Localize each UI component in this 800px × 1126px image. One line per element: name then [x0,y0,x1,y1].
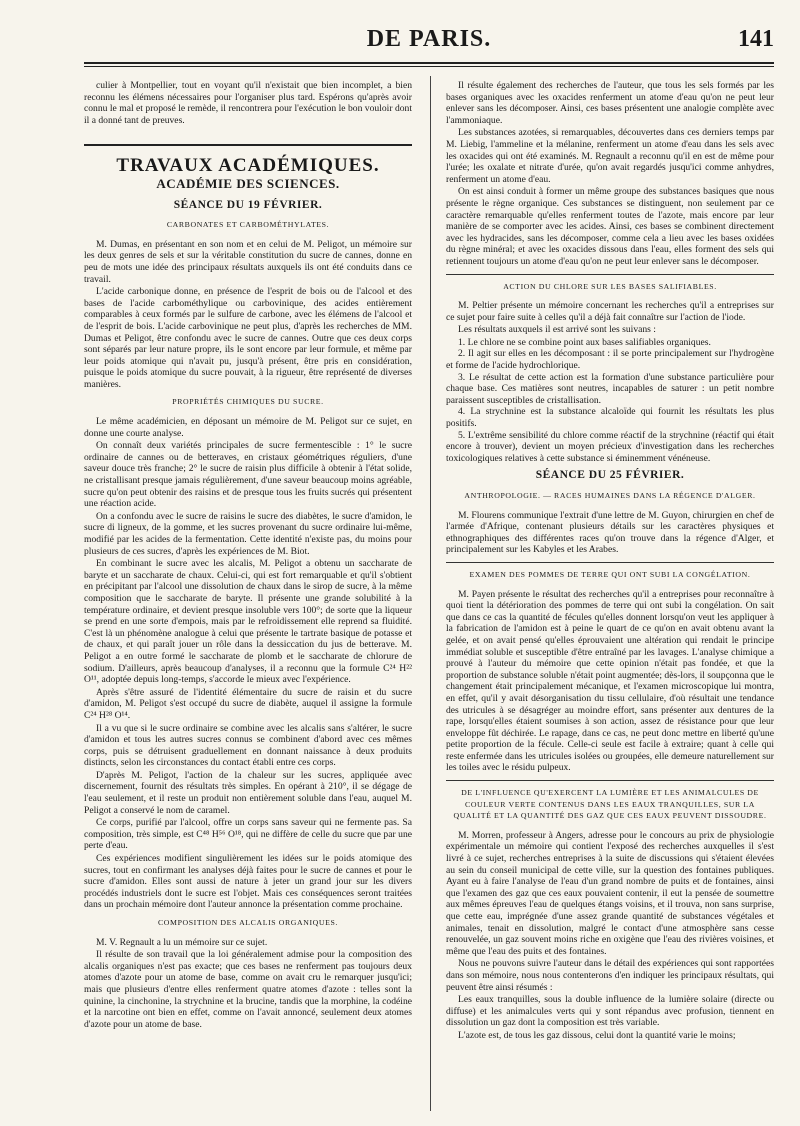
paragraph: M. Morren, professeur à Angers, adresse pour le concours au prix de physiologie expérimentale un mémoire qui contient l'exposé des recherches auxquelles il s'est livré à ce sujet, recherches entreprises à la suite de discussions qui s'étaient élevées au sein du conseil municipal de cette ville, sur la question des fontaines publiques. Ayant eu à faire l'analyse de l'eau d'un grand nombre de puits et de fontaines, ainsi que l'examen des gaz que ces eaux pouvaient contenir, il eut la pensée de soumettre aux mêmes épreuves l'eau de quelques étangs voisins, et il trouva, non sans surprise, que cette eau, imprégnée d'une assez grande quantité de substances végétales et animales, tenait en dissolution, malgré le contact d'une atmosphère sans cesse renouvelée, un gaz souvent moins riche en oxigène que l'eau des rivières voisines, et même que l'eau des puits et des fontaines. [446,829,774,957]
paragraph: Les eaux tranquilles, sous la double influence de la lumière solaire (directe ou diffuse) et les animalcules verts qui y sont répandus avec profusion, tiennent en dissolution un gaz dont la composition est très variable. [446,994,774,1029]
paragraph: Les résultats auxquels il est arrivé sont les suivans : [458,324,656,336]
right-column [446,80,774,1043]
paragraph: Après s'être assuré de l'identité élémentaire du sucre de raisin et du sucre d'amidon, M. Peligot s'est occupé du sucre de diabète, auquel il assigne la formule C²⁴ H²⁸ O¹⁴. [84,686,412,721]
paragraph: M. Peltier présente un mémoire concernant les recherches qu'il a entreprises sur ce sujet pour faire suite à celles qu'il a déjà fait connaître sur l'action de l'iode. [446,300,774,323]
paragraph: Il résulte de son travail que la loi généralement admise pour la composition des alcalis organiques n'est pas exacte; que ces bases ne renferment pas toujours deux atomes d'azote pour un atome de base, comme on avait cru le remarquer jusqu'ici; mais que plusieurs d'entre elles renferment quatre atomes d'azote : telles sont la quinine, la cinchonine, la strychnine et la brucine, tandis que la morphine, la codéine et la narcotine ont bien en effet, comme on l'avait annoncé, seulement deux atomes d'azote pour un atome de base. [84,949,412,1030]
list-item: 4. La strychnine est la substance alcaloïde qui fournit les résultats les plus positifs. [446,406,774,430]
left-column [84,80,412,1031]
main-heading: TRAVAUX ACADÉMIQUES. [116,155,380,177]
list-item: 5. L'extrême sensibilité du chlore comme réactif de la strychnine (réactif qui était encore à trouver), devient un moyen précieux d'investigation dans les recherches toxicologiques relatives à cette substance si éminemment vénéneuse. [446,429,774,464]
results-list [446,337,774,465]
section-heading: ACTION DU CHLORE SUR LES BASES SALIFIABLES. [503,281,717,291]
paragraph: On connaît deux variétés principales de sucre fermentescible : 1° le sucre ordinaire de cannes ou de betteraves, en cristaux géométriques réguliers, d'une saveur douce très franche; 2° le sucre de raisin plus difficile à obtenir à l'état solide, ne cristallisant presque jamais régulièrement, d'une saveur beaucoup moins agréable, sucre qu'on peut obtenir des raisins et de presque tous les fruits sucrés qui présentent une réaction acide. [84,440,412,510]
paragraph: M. Payen présente le résultat des recherches qu'il a entreprises pour reconnaître à quoi tient la détérioration des pommes de terre qui ont subi la congélation. On sait que dans ce cas la quantité de fécules qu'elles donnent lorsqu'on veut les appliquer à la fabrication de l'amidon est à peine le quart de ce qu'on en avait obtenu avant la gelée, et on avait pensé qu'elles éprouvaient une altération qui rendait le principe immédiat soluble et susceptible d'être entraîné par les lavages. L'analyse chimique a prouvé à l'auteur du mémoire que cette opinion n'était pas fondée, et que la proportion de substance soluble n'était point augmentée; dès-lors, il soupçonna que le changement était principalement mécanique, et l'examen microscopique lui montra, en effet, qu'il y avait désorganisation du tissu cellulaire, d'où résultait une tendance des utricules à se désagréger au moindre effort, sans présenter aux dentures de la rape, lorsqu'elles étaient soumises à son action, assez de résistance pour que leur enveloppe fût déchirée. Le rapage, dans ce cas, ne peut donc mettre en liberté qu'une petite proportion de la fécule. Celle-ci seule est facile à extraire; quant à celle qui reste enfermée dans les utricules isolées ou groupées, elle demeure naturellement sur les toiles avec le résidu pulpeux. [446,588,774,774]
paragraph: M. Dumas, en présentant en son nom et en celui de M. Peligot, un mémoire sur les deux genres de sels et sur la véritable constitution du sucre de cannes, donne en peu de mots une idée des principaux résultats auxquels ils ont été conduits dans ce travail. [84,238,412,285]
section-rule [446,562,774,563]
paragraph: Il résulte également des recherches de l'auteur, que tous les sels formés par les bases organiques avec les oxacides renferment un atome d'eau qu'on ne peut leur enlever sans les décomposer. Ainsi, ces bases présentent une analogie complète avec l'ammoniaque. [446,80,774,126]
header-rule [84,62,774,67]
paragraph: Ces expériences modifient singulièrement les idées sur le poids atomique des sucres, tout en confirmant les analyses déjà faites pour le sucre de cannes et pour le sucre d'amidon. Elles sont aussi de nature à jeter un grand jour sur les divers procédés industriels dont le sucre est l'objet. Mais ces conséquences seront traitées dans un prochain mémoire dont l'auteur annonce la présentation comme prochaine. [84,853,412,911]
list-item: 2. Il agit sur elles en les décomposant : il se porte principalement sur l'hydrogène et forme de l'acide hydrochlorique. [446,348,774,372]
paragraph: Nous ne pouvons suivre l'auteur dans le détail des expériences qui sont rapportées dans son mémoire, nous nous contenterons d'en indiquer les principaux résultats, qui peuvent être ainsi résumés : [446,958,774,993]
page-header [84,26,774,60]
section-rule [84,144,412,146]
section-heading: PROPRIÉTÉS CHIMIQUES DU SUCRE. [172,397,324,407]
paragraph: M. Flourens communique l'extrait d'une lettre de M. Guyon, chirurgien en chef de l'armée d'Afrique, contenant plusieurs détails sur les caractères physiques et ethnographiques des différentes races qu'on trouve dans la régence d'Alger, et principalement sur les Kabyles et les Arabes. [446,509,774,556]
list-item: 3. Le résultat de cette action est la formation d'une substance particulière pour chaque base. Ces matières sont neutres, incapables de saturer : un petit nombre paraissent susceptibles de cristallisation. [446,371,774,406]
seance-heading: SÉANCE DU 19 FÉVRIER. [173,198,323,211]
seance-heading: SÉANCE DU 25 FÉVRIER. [535,469,685,482]
section-heading: DE L'INFLUENCE QU'EXERCENT LA LUMIÈRE ET LES ANIMALCULES DE COULEUR VERTE CONTENUS DANS LES EAUX TRANQUILLES, SUR LA QUALITÉ ET LA QUANTITÉ DES GAZ QUE CES EAUX PEUVENT DISSOUDRE. [453,788,767,821]
column-divider [430,76,431,1111]
section-heading: COMPOSITION DES ALCALIS ORGANIQUES. [158,918,338,927]
section-heading: CARBONATES ET CARBOMÉTHYLATES. [166,220,330,230]
paragraph: Le même académicien, en déposant un mémoire de M. Peligot sur ce sujet, en donne une courte analyse. [84,416,412,439]
paragraph: On est ainsi conduit à former un même groupe des substances basiques que nous présente le règne organique. Ces substances se distinguent, non seulement par ce caractère remarquable qu'elles renferment toutes de l'azote, mais encore par leur manière de se comporter avec les acides. Ainsi, ces bases se combinent directement avec les hydracides, sans les décomposer, comme cela a lieu avec les bases oxidées du règne minéral; et avec les oxacides dissous dans l'eau, elles forment des sels qui retiennent toujours un atome d'eau qu'on ne peut leur enlever sans le décomposer. [446,186,774,267]
paragraph: Ce corps, purifié par l'alcool, offre un corps sans saveur qui ne fermente pas. Sa composition, très simple, est C⁴⁸ H⁵⁶ O¹⁸, qui ne diffère de celle du sucre que par une perte d'eau. [84,817,412,852]
section-rule [446,780,774,781]
paragraph: D'après M. Peligot, l'action de la chaleur sur les sucres, appliquée avec discernement, fournit des résultats très simples. En opérant à 210°, il se dégage de l'eau seulement, et il reste un produit non entièrement soluble dans l'eau, auquel M. Peligot a conservé le nom de caramel. [84,769,412,816]
paragraph: Les substances azotées, si remarquables, découvertes dans ces derniers temps par M. Liebig, l'ammeline et la mélanine, renferment un atome d'eau dans les sels avec les oxacides qui ont été examinés. M. Regnault a reconnu qu'il en est de même pour l'urée; les oxalate et nitrate d'urée, qu'on avait regardés jusqu'ici comme anhydres, renferment un atome d'eau. [446,127,774,185]
academy-heading: ACADÉMIE DES SCIENCES. [156,175,340,191]
section-rule [446,274,774,275]
paragraph: On a confondu avec le sucre de raisins le sucre des diabètes, le sucre d'amidon, le sucre di ligneux, de la gomme, et les sucres provenant du sucre ordinaire lui-même, modifié par les acides de la fermentation. Cette identité n'existe pas, du moins pour plusieurs de ces sucres, d'après les expériences de M. Biot. [84,510,412,557]
paragraph: M. V. Regnault a lu un mémoire sur ce sujet. [96,936,268,948]
running-title: DE PARIS. [366,26,492,52]
paragraph: En combinant le sucre avec les alcalis, M. Peligot a obtenu un saccharate de baryte et un saccharate de chaux. Celui-ci, qui est fort remarquable et qu'il s'obtient en précipitant par l'alcool une dissolution de chaux dans le sirop de sucre, à la même composition que le saccharate de baryte. Il présente une grande solubilité à la température ordinaire, et devient presque insoluble vers 100°; de sorte que la liqueur se prend en une sorte d'empois, mais par le refroidissement elle reprend sa fluidité. C'est là un phénomène analogue à celui que présente le tartrate basique de potasse et de chaux, et qui paraît jouer un rôle dans la dessiccation du jus de betterave. M. Peligot a en outre formé le saccharate de plomb et le saccharate de chlorure de sodium. D'ailleurs, après beaucoup d'analyses, il a reconnu que la formule C²⁴ H²² O¹¹, adoptée depuis long-temps, s'accorde le mieux avec l'expérience. [84,558,412,686]
paragraph: Il a vu que si le sucre ordinaire se combine avec les alcalis sans s'altérer, le sucre d'amidon et tous les autres sucres connus se combinent d'abord avec ces mêmes corps, puis se détruisent graduellement en donnant naissance à deux produits distincts, selon les circonstances du contact établi entre ces corps. [84,722,412,769]
paragraph: L'acide carbonique donne, en présence de l'esprit de bois ou de l'alcool et des bases de l'acide carbométhylique ou carbovinique, des acides entièrement comparables à ceux formés par le sulfure de carbone, avec les élémens de l'alcool et de l'esprit de bois. L'acide carbovinique ne peut plus, d'après les recherches de MM. Dumas et Peligot, être confondu avec le sucre de cannes. Outre que ces deux corps sont séparés par leur nature propre, ils le sont encore par leur formule, et même par leur poids atomique qui n'avait pu, jusqu'à présent, être pris en considération, puisque le poids atomique du sucre pouvait, à la rigueur, être représenté de diverses manières. [84,286,412,390]
intro-paragraph: culier à Montpellier, tout en voyant qu'il n'existait que bien incomplet, a bien reconnu les élémens nécessaires pour l'organiser plus tard. Espérons qu'après avoir connu le mal et proposé le remède, il rencontrera pour l'exécution le bon vouloir dont il a donné tant de preuves. [84,80,412,126]
paragraph: L'azote est, de tous les gaz dissous, celui dont la quantité varie le moins; [458,1029,736,1041]
list-item: 1. Le chlore ne se combine point aux bases salifiables organiques. [458,336,711,348]
section-heading: ANTHROPOLOGIE. — RACES HUMAINES DANS LA RÉGENCE D'ALGER. [464,491,756,500]
section-heading: EXAMEN DES POMMES DE TERRE QUI ONT SUBI LA CONGÉLATION. [469,569,751,579]
page-number: 141 [738,26,774,52]
